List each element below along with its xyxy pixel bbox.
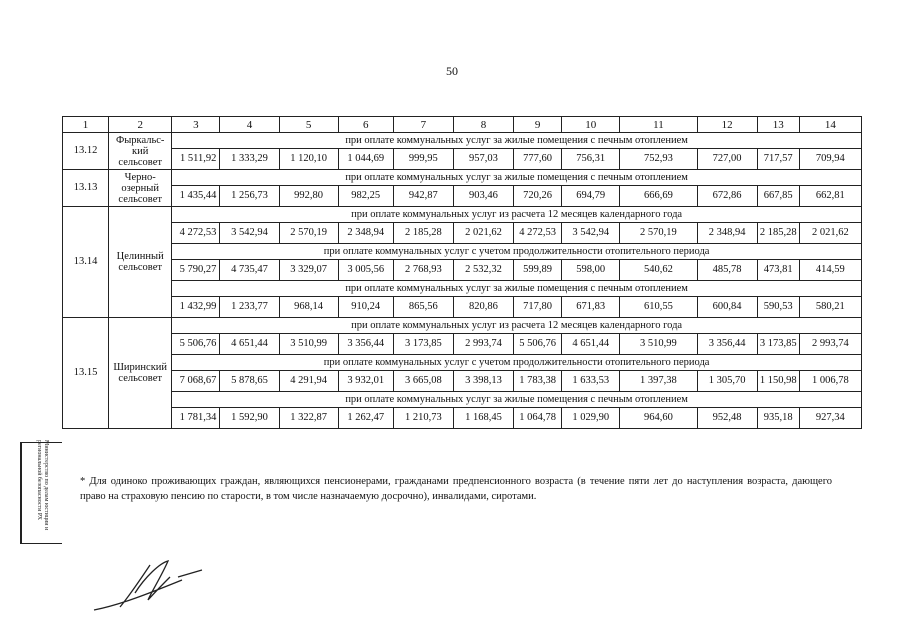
value-cell: 4 272,53 [172,223,220,244]
value-cell: 2 570,19 [620,223,697,244]
tariff-table [62,116,862,429]
value-cell: 1 029,90 [562,408,620,429]
value-cell: 910,24 [338,297,393,318]
page-number: 50 [446,64,458,78]
header-cell: 3 [172,117,220,133]
value-cell: 473,81 [757,260,799,281]
value-cell: 694,79 [562,186,620,207]
value-cell: 964,60 [620,408,697,429]
value-cell: 1 633,53 [562,371,620,392]
value-cell: 4 272,53 [514,223,562,244]
value-cell: 666,69 [620,186,697,207]
value-cell: 1 781,34 [172,408,220,429]
header-cell: 2 [109,117,172,133]
handwritten-signature [90,555,210,615]
header-row [63,117,862,133]
header-cell: 8 [453,117,513,133]
tariff-caption: при оплате коммунальных услуг из расчета 12 месяцев календарного года [172,207,862,223]
value-cell: 1 333,29 [220,149,279,170]
settlement-name: Черно-озерный сельсовет [109,170,172,207]
value-cell: 3 329,07 [279,260,338,281]
value-cell: 1 397,38 [620,371,697,392]
caption-row [63,170,862,186]
settlement-name: Ширинский сельсовет [109,318,172,429]
value-cell: 2 348,94 [338,223,393,244]
value-cell: 414,59 [799,260,861,281]
value-cell: 752,93 [620,149,697,170]
value-cell: 662,81 [799,186,861,207]
row-code: 13.13 [63,170,109,207]
value-cell: 1 305,70 [697,371,757,392]
value-cell: 1 168,45 [453,408,513,429]
value-cell: 982,25 [338,186,393,207]
header-cell: 12 [697,117,757,133]
value-cell: 1 064,78 [514,408,562,429]
value-cell: 2 993,74 [453,334,513,355]
value-cell: 1 592,90 [220,408,279,429]
values-row [63,408,862,429]
value-cell: 2 021,62 [799,223,861,244]
caption-row [63,318,862,334]
value-cell: 2 993,74 [799,334,861,355]
value-cell: 942,87 [393,186,453,207]
value-cell: 4 291,94 [279,371,338,392]
value-cell: 999,95 [393,149,453,170]
caption-row [63,392,862,408]
values-row [63,334,862,355]
value-cell: 7 068,67 [172,371,220,392]
value-cell: 952,48 [697,408,757,429]
value-cell: 3 173,85 [393,334,453,355]
value-cell: 5 506,76 [172,334,220,355]
value-cell: 2 532,32 [453,260,513,281]
values-row [63,186,862,207]
value-cell: 671,83 [562,297,620,318]
value-cell: 610,55 [620,297,697,318]
tariff-caption: при оплате коммунальных услуг за жилые помещения с печным отоплением [172,133,862,149]
tariff-caption: при оплате коммунальных услуг за жилые помещения с печным отоплением [172,170,862,186]
caption-row [63,244,862,260]
values-row [63,371,862,392]
value-cell: 598,00 [562,260,620,281]
value-cell: 590,53 [757,297,799,318]
value-cell: 2 348,94 [697,223,757,244]
header-cell: 9 [514,117,562,133]
value-cell: 3 173,85 [757,334,799,355]
value-cell: 5 878,65 [220,371,279,392]
caption-row [63,281,862,297]
value-cell: 709,94 [799,149,861,170]
value-cell: 865,56 [393,297,453,318]
value-cell: 600,84 [697,297,757,318]
value-cell: 485,78 [697,260,757,281]
header-cell: 4 [220,117,279,133]
values-row [63,223,862,244]
value-cell: 1 262,47 [338,408,393,429]
value-cell: 935,18 [757,408,799,429]
caption-row [63,133,862,149]
value-cell: 927,34 [799,408,861,429]
value-cell: 1 006,78 [799,371,861,392]
value-cell: 3 542,94 [220,223,279,244]
value-cell: 3 005,56 [338,260,393,281]
stamp-text: Министерство по делам юстиции и региональной безопасности РХ [36,440,49,531]
value-cell: 3 542,94 [562,223,620,244]
value-cell: 720,26 [514,186,562,207]
tariff-caption: при оплате коммунальных услуг за жилые помещения с печным отоплением [172,281,862,297]
value-cell: 3 665,08 [393,371,453,392]
header-cell: 11 [620,117,697,133]
header-cell: 5 [279,117,338,133]
value-cell: 4 651,44 [562,334,620,355]
header-cell: 10 [562,117,620,133]
value-cell: 2 768,93 [393,260,453,281]
header-cell: 6 [338,117,393,133]
value-cell: 3 510,99 [279,334,338,355]
row-code: 13.14 [63,207,109,318]
table-body [63,117,862,429]
value-cell: 777,60 [514,149,562,170]
header-cell: 13 [757,117,799,133]
value-cell: 1 233,77 [220,297,279,318]
value-cell: 4 651,44 [220,334,279,355]
value-cell: 2 185,28 [757,223,799,244]
tariff-caption: при оплате коммунальных услуг из расчета 12 месяцев календарного года [172,318,862,334]
value-cell: 3 356,44 [338,334,393,355]
value-cell: 3 932,01 [338,371,393,392]
values-row [63,260,862,281]
tariff-caption: при оплате коммунальных услуг за жилые помещения с печным отоплением [172,392,862,408]
value-cell: 2 570,19 [279,223,338,244]
value-cell: 1 783,38 [514,371,562,392]
value-cell: 2 021,62 [453,223,513,244]
row-code: 13.12 [63,133,109,170]
header-cell: 7 [393,117,453,133]
value-cell: 5 506,76 [514,334,562,355]
value-cell: 968,14 [279,297,338,318]
value-cell: 599,89 [514,260,562,281]
value-cell: 820,86 [453,297,513,318]
value-cell: 540,62 [620,260,697,281]
value-cell: 1 322,87 [279,408,338,429]
row-code: 13.15 [63,318,109,429]
value-cell: 727,00 [697,149,757,170]
value-cell: 1 256,73 [220,186,279,207]
tariff-caption: при оплате коммунальных услуг с учетом продолжительности отопительного периода [172,355,862,371]
settlement-name: Фыркальс-кий сельсовет [109,133,172,170]
value-cell: 903,46 [453,186,513,207]
value-cell: 4 735,47 [220,260,279,281]
settlement-name: Целинный сельсовет [109,207,172,318]
value-cell: 756,31 [562,149,620,170]
header-cell: 14 [799,117,861,133]
header-cell: 1 [63,117,109,133]
value-cell: 717,57 [757,149,799,170]
values-row [63,297,862,318]
value-cell: 3 356,44 [697,334,757,355]
footnote: * Для одиноко проживающих граждан, являющихся пенсионерами, гражданами предпенсионного возраста (в течение пяти лет до наступления возраста, дающего право на страховую пенсию по старости, в том числе назначаемую досрочно), инвалидами, сиротами. [80,476,832,502]
caption-row [63,355,862,371]
value-cell: 1 432,99 [172,297,220,318]
value-cell: 3 398,13 [453,371,513,392]
value-cell: 580,21 [799,297,861,318]
value-cell: 992,80 [279,186,338,207]
value-cell: 1 044,69 [338,149,393,170]
value-cell: 1 511,92 [172,149,220,170]
value-cell: 1 210,73 [393,408,453,429]
values-row [63,149,862,170]
value-cell: 5 790,27 [172,260,220,281]
value-cell: 957,03 [453,149,513,170]
tariff-caption: при оплате коммунальных услуг с учетом продолжительности отопительного периода [172,244,862,260]
ministry-stamp [20,442,62,544]
caption-row [63,207,862,223]
value-cell: 1 150,98 [757,371,799,392]
value-cell: 1 435,44 [172,186,220,207]
value-cell: 717,80 [514,297,562,318]
value-cell: 1 120,10 [279,149,338,170]
value-cell: 2 185,28 [393,223,453,244]
value-cell: 667,85 [757,186,799,207]
value-cell: 3 510,99 [620,334,697,355]
value-cell: 672,86 [697,186,757,207]
